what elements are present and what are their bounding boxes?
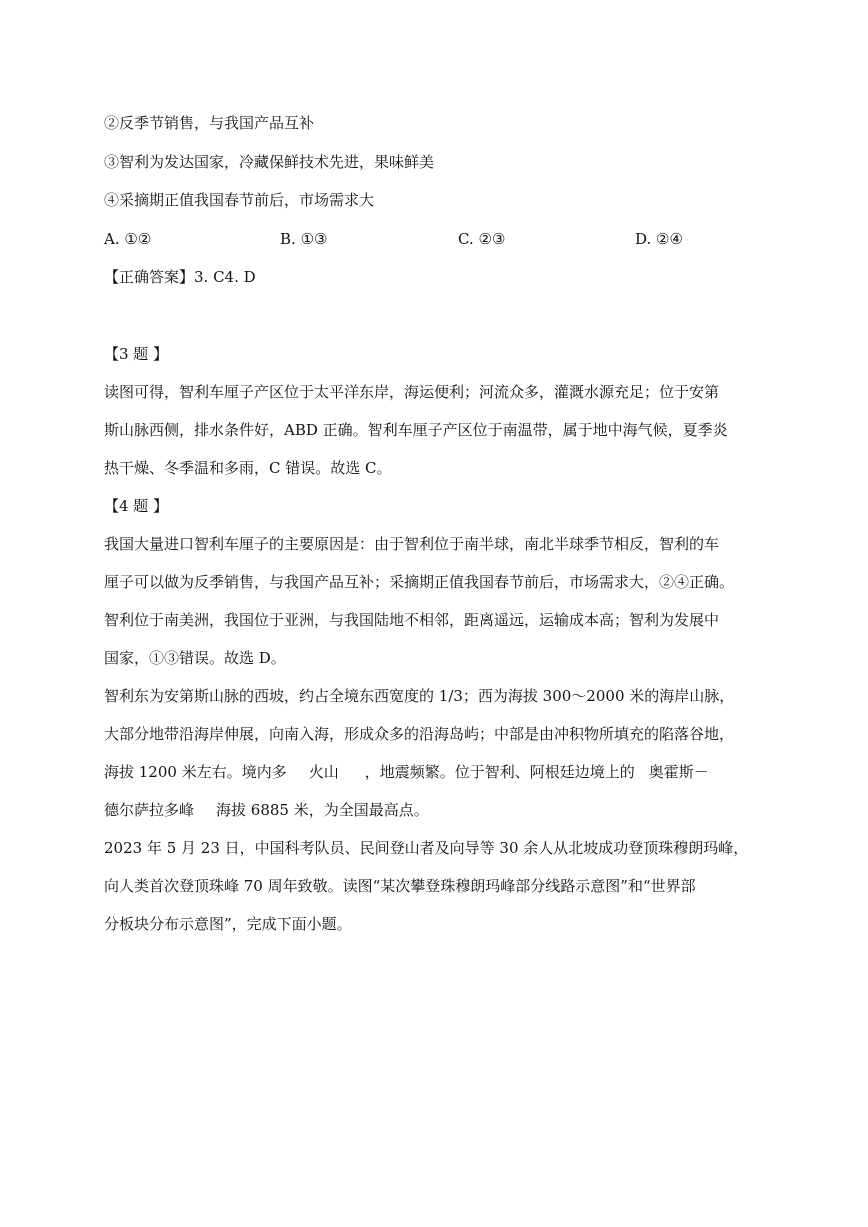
choice-a-text: ①②: [124, 230, 152, 248]
chile-intro-line-3: [104, 762, 709, 782]
q4-line-3: 智利位于南美洲，我国位于亚洲，与我国陆地不相邻，距离遥远，运输成本高；智利为发展中: [104, 611, 720, 629]
q3-line-3: 热干燥、冬季温和多雨，C 错误。故选 C。: [104, 459, 392, 477]
choice-d-letter: D.: [635, 230, 652, 248]
ojos-term: 奥霍斯－: [648, 763, 709, 781]
choice-d: [635, 229, 683, 249]
option-statement-3: ③智利为发达国家，冷藏保鲜技术先进，果味鲜美: [104, 153, 435, 171]
q4-line-1: 我国大量进口智利车厘子的主要原因是：由于智利位于南半球，南北半球季节相反，智利的车: [104, 535, 720, 553]
everest-line-1: 2023 年 5 月 23 日，中国科考队员、民间登山者及向导等 30 余人从北坡成功登顶珠穆朗玛峰，: [104, 839, 749, 857]
chile-intro-line-2: 大部分地带沿海岸伸展，向南入海，形成众多的沿海岛屿；中部是由冲积物所填充的陷落谷地，: [104, 725, 735, 743]
choice-c: [458, 229, 505, 249]
option-statement-2: ②反季节销售，与我国产品互补: [104, 114, 315, 132]
choice-b: [280, 229, 327, 249]
chile-intro-line-4-b: 海拔 6885 米，为全国最高点。: [216, 801, 429, 819]
q4-line-4: 国家，①③错误。故选 D。: [104, 649, 286, 667]
everest-line-3: 分板块分布示意图”，完成下面小题。: [104, 915, 352, 933]
q4-heading: 【4 题 】: [104, 497, 169, 515]
option-statement-4: ④采摘期正值我国春节前后，市场需求大: [104, 191, 375, 209]
choice-c-letter: C.: [458, 230, 474, 248]
choice-d-text: ②④: [656, 230, 683, 248]
chile-intro-line-4: [104, 800, 429, 820]
volcano-term: 火山: [308, 763, 339, 781]
q3-line-1: 读图可得，智利车厘子产区位于太平洋东岸，海运便利；河流众多，灌溉水源充足；位于安第: [104, 383, 720, 401]
q4-line-2: 厘子可以做为反季销售，与我国产品互补；采摘期正值我国春节前后，市场需求大，②④正确。: [104, 573, 735, 591]
correct-answer-line: 【正确答案】3. C4. D: [104, 268, 256, 286]
chile-intro-line-3-a: 海拔 1200 米左右。境内多: [104, 763, 287, 781]
choice-b-letter: B.: [280, 230, 296, 248]
chile-intro-line-3-c: ，地震频繁。位于智利、阿根廷边境上的: [364, 763, 635, 781]
choice-c-text: ②③: [478, 230, 506, 248]
q3-heading: 【3 题 】: [104, 345, 169, 363]
q3-line-2: 斯山脉西侧，排水条件好，ABD 正确。智利车厘子产区位于南温带，属于地中海气候，夏季炎: [104, 421, 728, 439]
chile-intro-line-1: 智利东为安第斯山脉的西坡，约占全境东西宽度的 1/3；西为海拔 300～2000 米的海岸山脉，: [104, 687, 735, 705]
peak-name: 德尔萨拉多峰: [104, 801, 195, 819]
choice-a: [104, 229, 151, 249]
choice-a-letter: A.: [104, 230, 120, 248]
everest-line-2: 向人类首次登顶珠峰 70 周年致敬。读图“某次攀登珠穆朗玛峰部分线路示意图”和“世界部: [104, 877, 696, 895]
choice-b-text: ①③: [300, 230, 328, 248]
